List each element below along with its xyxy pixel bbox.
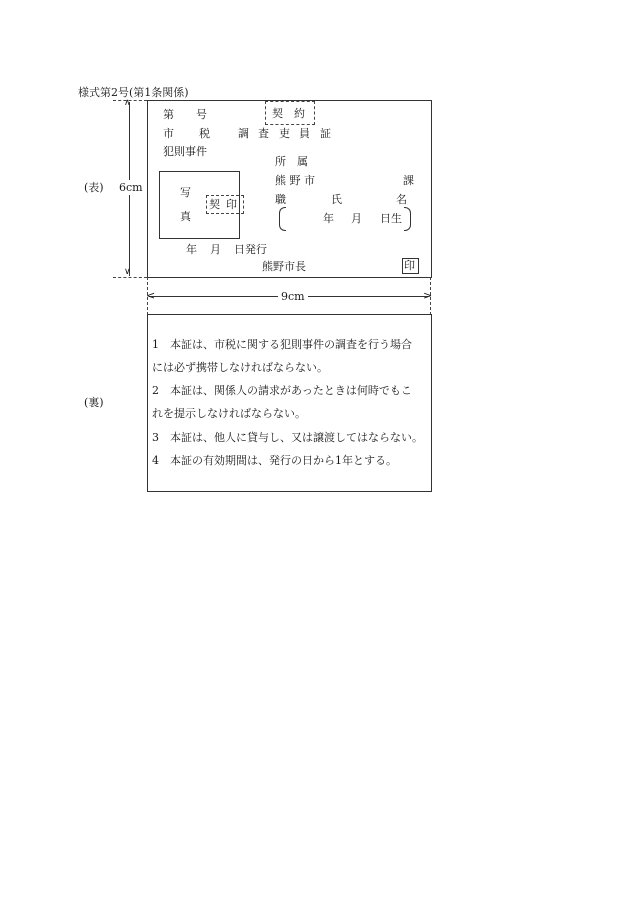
back-item-2-line-2: れを提示しなければならない。	[152, 407, 306, 420]
section-label: 課	[403, 174, 414, 187]
back-label: (裏)	[84, 396, 104, 409]
issue-year-label: 年	[186, 243, 197, 256]
front-label: (表)	[84, 181, 104, 194]
left-arrow-icon: <	[146, 289, 156, 302]
issue-month-label: 月	[210, 243, 221, 256]
crime-case-label: 犯則事件	[163, 145, 207, 158]
title-char-6: 員	[299, 127, 310, 140]
title-char-5: 吏	[279, 127, 290, 140]
name-label-2: 名	[396, 193, 407, 206]
back-item-3: 3 本証は、他人に貸与し、又は譲渡してはならない。	[152, 431, 423, 444]
back-item-2-line-1: 2 本証は、関係人の請求があったときは何時でもこ	[152, 384, 412, 397]
number-label: 第 号	[163, 108, 207, 121]
name-label-1: 氏	[331, 193, 342, 206]
title-char-7: 証	[320, 127, 331, 140]
left-bracket-icon	[279, 207, 286, 231]
seal-text: 印	[404, 259, 415, 272]
city-label: 熊 野 市	[275, 174, 315, 187]
title-char-2: 税	[199, 127, 210, 140]
height-guide-bottom	[113, 277, 147, 278]
title-char-1: 市	[163, 127, 174, 140]
back-item-4: 4 本証の有効期間は、発行の日から1年とする。	[152, 454, 397, 467]
down-arrow-icon: ∨	[124, 267, 131, 277]
mayor-label: 熊野市長	[262, 260, 306, 273]
birth-year-label: 年	[323, 212, 334, 225]
birth-month-label: 月	[351, 212, 362, 225]
photo-char-2: 真	[180, 210, 191, 223]
position-label: 職	[275, 193, 286, 206]
up-arrow-icon: ∧	[124, 98, 131, 108]
photo-stamp-text: 契	[209, 198, 220, 211]
width-dimension: 9cm	[278, 290, 308, 303]
keiyaku-stamp-text: 契 約	[272, 107, 305, 120]
right-arrow-icon: >	[423, 289, 433, 302]
birth-day-label: 日生	[380, 212, 402, 225]
right-bracket-icon	[404, 207, 411, 231]
photo-stamp-in: 印	[226, 198, 237, 211]
back-item-1-line-2: には必ず携帯しなければならない。	[152, 361, 328, 374]
form-title: 様式第2号(第1条関係)	[78, 86, 189, 99]
affiliation-label: 所 属	[275, 155, 308, 168]
title-char-3: 調	[238, 127, 249, 140]
height-dimension: 6cm	[119, 181, 143, 194]
photo-char-1: 写	[180, 186, 191, 199]
back-item-1-line-1: 1 本証は、市税に関する犯則事件の調査を行う場合	[152, 338, 412, 351]
title-char-4: 査	[258, 127, 269, 140]
issue-day-label: 日発行	[234, 243, 267, 256]
